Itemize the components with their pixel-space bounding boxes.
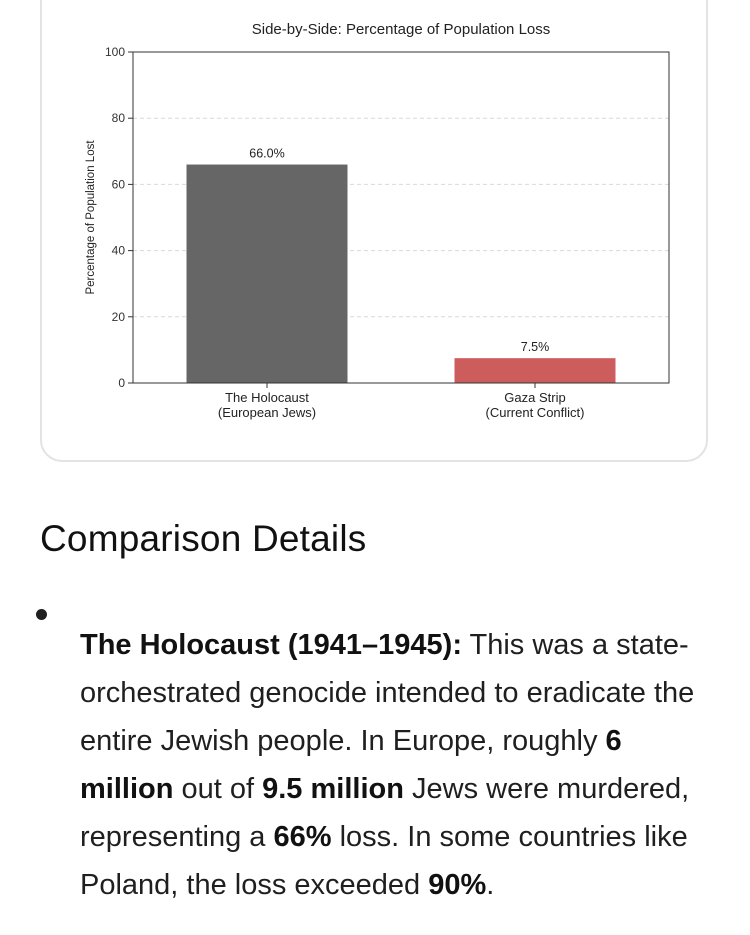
data-label: 66.0% xyxy=(249,146,285,161)
text-segment: out of xyxy=(173,773,263,805)
bold-text: 6 million xyxy=(80,725,622,805)
y-tick-label: 40 xyxy=(111,243,125,258)
text-segment: This was a state-orchestrated genocide intended to eradicate the entire Jewish people. In Europe, roughly xyxy=(80,629,695,757)
bold-text: 90% xyxy=(428,869,487,901)
chart-card xyxy=(40,0,708,462)
data-label: 7.5% xyxy=(520,340,550,355)
y-axis-label: Percentage of Population Lost xyxy=(85,140,97,295)
bullet-text xyxy=(80,621,720,909)
bold-text: 9.5 million xyxy=(262,773,404,805)
bullet-icon xyxy=(36,609,47,620)
chart-title: Side-by-Side: Percentage of Population Loss xyxy=(251,21,551,38)
bar xyxy=(455,358,616,383)
text-segment: . xyxy=(486,869,495,901)
x-tick-label: (European Jews) xyxy=(217,405,317,420)
y-tick-label: 100 xyxy=(104,45,125,59)
y-tick-label: 60 xyxy=(111,177,125,192)
x-tick-label: The Holocaust xyxy=(225,390,309,405)
section-heading: Comparison Details xyxy=(40,518,367,559)
y-tick-label: 0 xyxy=(118,376,125,390)
y-tick-label: 80 xyxy=(111,111,125,126)
bold-text: The Holocaust (1941–1945): xyxy=(80,629,462,661)
bar-chart xyxy=(42,0,710,464)
x-tick-label: (Current Conflict) xyxy=(485,405,585,420)
text-segment: Jews were murdered, representing a xyxy=(80,773,690,853)
bold-text: 66% xyxy=(273,821,332,853)
bar xyxy=(187,165,348,383)
text-segment: loss. In some countries like Poland, the loss exceeded xyxy=(80,821,688,901)
y-tick-label: 20 xyxy=(111,309,125,324)
x-tick-label: Gaza Strip xyxy=(504,390,566,405)
